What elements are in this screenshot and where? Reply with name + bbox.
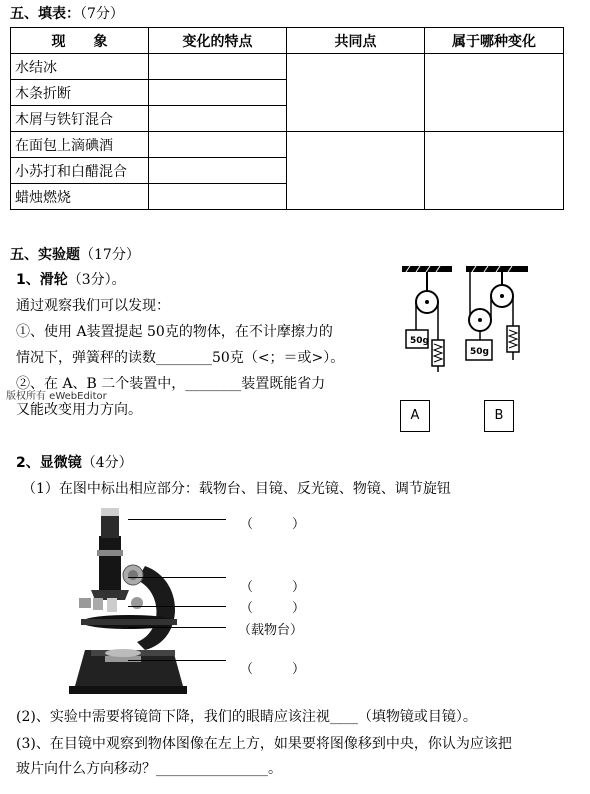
microscope-label-2[interactable]: （ ） — [240, 580, 306, 595]
header-phenomenon: 现 象 — [11, 28, 149, 54]
header-common-point: 共同点 — [287, 28, 425, 54]
microscope-label-5[interactable]: （ ） — [240, 662, 306, 677]
answer-cell[interactable] — [149, 132, 287, 158]
table-section-title: 五、填表： — [10, 6, 80, 22]
pulley-q2-line1: ②、在 A、B 二个装置中，________装置既能省力 — [16, 376, 326, 392]
row-label: 木屑与铁钉混合 — [11, 106, 149, 132]
microscope-title: 2、显微镜 — [16, 455, 82, 471]
answer-cell[interactable] — [149, 54, 287, 80]
editor-watermark: 版权所有 eWebEditor — [6, 391, 107, 402]
microscope-q2: (2)、实验中需要将镜筒下降，我们的眼睛应该注视____（填物镜或目镜）。 — [16, 709, 477, 725]
pulley-intro: 通过观察我们可以发现： — [16, 298, 170, 314]
answer-cell-merged[interactable] — [425, 54, 564, 132]
pulley-a-drawing — [402, 266, 452, 372]
microscope-q3-line2: 玻片向什么方向移动？________________。 — [16, 761, 282, 777]
row-label: 水结冰 — [11, 54, 149, 80]
header-change-feature: 变化的特点 — [149, 28, 287, 54]
table-section-points: （7分） — [80, 6, 124, 22]
weight-label-b: 50g — [470, 347, 489, 357]
answer-cell[interactable] — [149, 158, 287, 184]
leader-line-3 — [128, 606, 226, 607]
weight-label-a: 50g — [410, 336, 429, 346]
device-a-label: A — [400, 400, 430, 432]
row-label: 在面包上滴碘酒 — [11, 132, 149, 158]
answer-cell-merged[interactable] — [287, 54, 425, 132]
pulley-points: （3分）。 — [67, 272, 126, 288]
microscope-points: （4分） — [81, 455, 133, 471]
answer-cell-merged[interactable] — [287, 132, 425, 210]
answer-cell[interactable] — [149, 80, 287, 106]
microscope-label-1[interactable]: （ ） — [240, 517, 306, 532]
leader-line-1 — [128, 519, 226, 520]
microscope-q1: （1）在图中标出相应部分：载物台、目镜、反光镜、物镜、调节旋钮 — [22, 481, 451, 497]
answer-cell[interactable] — [149, 106, 287, 132]
row-label: 蜡烛燃烧 — [11, 184, 149, 210]
microscope-label-stage: （载物台） — [238, 623, 304, 638]
microscope-image — [45, 500, 205, 698]
table-section-heading — [10, 3, 124, 23]
fill-table — [10, 27, 564, 210]
pulley-heading — [16, 269, 126, 289]
experiment-section-heading — [10, 244, 140, 264]
microscope-label-3[interactable]: （ ） — [240, 601, 306, 616]
row-label: 木条折断 — [11, 80, 149, 106]
pulley-title: 1、滑轮 — [16, 272, 68, 288]
row-label: 小苏打和白醋混合 — [11, 158, 149, 184]
header-change-type: 属于哪种变化 — [425, 28, 564, 54]
pulley-q1-line1: ①、使用 A装置提起 50克的物体，在不计摩擦力的 — [16, 324, 333, 340]
experiment-section-title: 五、实验题 — [10, 247, 80, 263]
leader-line-4 — [128, 627, 226, 628]
answer-cell-merged[interactable] — [425, 132, 564, 210]
pulley-q1-line2: 情况下，弹簧秤的读数________50克（<；＝或>）。 — [16, 350, 345, 366]
microscope-heading — [16, 452, 133, 472]
leader-line-2 — [128, 577, 226, 578]
experiment-section-points: （17分） — [80, 247, 140, 263]
pulley-q2-line2: 又能改变用力方向。 — [16, 402, 142, 418]
microscope-q3-line1: (3)、在目镜中观察到物体图像在左上方，如果要将图像移到中央，你认为应该把 — [16, 736, 512, 752]
pulley-diagram — [398, 262, 533, 377]
device-b-label: B — [484, 400, 514, 432]
pulley-b-drawing — [466, 266, 528, 360]
answer-cell[interactable] — [149, 184, 287, 210]
leader-line-5 — [128, 660, 226, 661]
